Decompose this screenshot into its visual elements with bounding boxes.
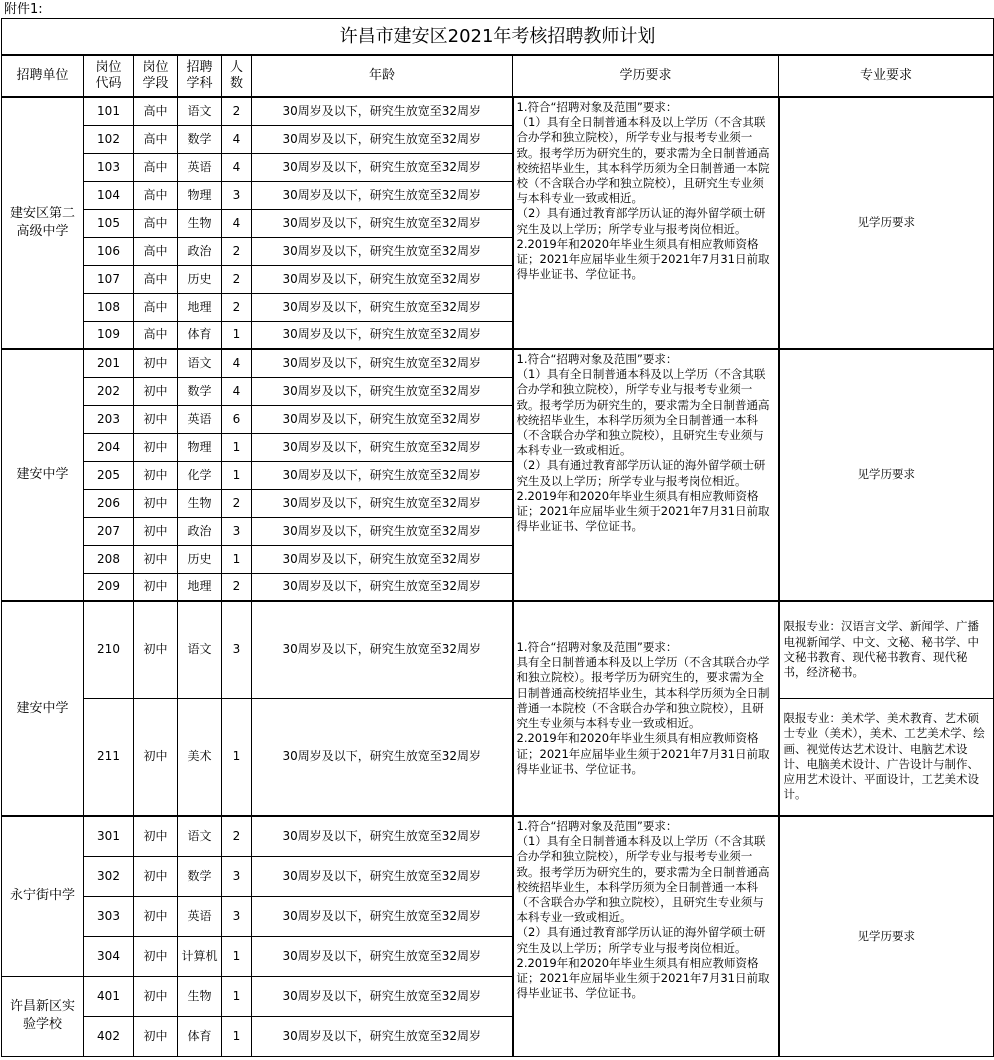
age-cell: 30周岁及以下，研究生放宽至32周岁 xyxy=(252,237,513,265)
code-cell: 210 xyxy=(84,601,134,698)
stage-cell: 初中 xyxy=(134,601,178,698)
age-cell: 30周岁及以下，研究生放宽至32周岁 xyxy=(252,181,513,209)
count-cell: 4 xyxy=(222,153,252,181)
stage-cell: 初中 xyxy=(134,405,178,433)
table-row xyxy=(2,601,994,698)
header-subject: 招聘 学科 xyxy=(178,55,222,97)
stage-cell: 初中 xyxy=(134,976,178,1016)
stage-cell: 高中 xyxy=(134,209,178,237)
count-cell: 3 xyxy=(222,181,252,209)
count-cell: 2 xyxy=(222,97,252,125)
subject-cell: 地理 xyxy=(178,573,222,601)
code-cell: 211 xyxy=(84,698,134,816)
code-cell: 202 xyxy=(84,377,134,405)
count-cell: 1 xyxy=(222,433,252,461)
code-cell: 401 xyxy=(84,976,134,1016)
stage-cell: 初中 xyxy=(134,545,178,573)
code-cell: 101 xyxy=(84,97,134,125)
subject-cell: 英语 xyxy=(178,896,222,936)
subject-cell: 体育 xyxy=(178,321,222,349)
age-cell: 30周岁及以下，研究生放宽至32周岁 xyxy=(252,545,513,573)
stage-cell: 高中 xyxy=(134,293,178,321)
age-cell: 30周岁及以下，研究生放宽至32周岁 xyxy=(252,293,513,321)
code-cell: 203 xyxy=(84,405,134,433)
count-cell: 2 xyxy=(222,489,252,517)
subject-cell: 生物 xyxy=(178,489,222,517)
count-cell: 2 xyxy=(222,816,252,856)
count-cell: 2 xyxy=(222,237,252,265)
stage-cell: 高中 xyxy=(134,97,178,125)
subject-cell: 语文 xyxy=(178,816,222,856)
count-cell: 4 xyxy=(222,349,252,377)
age-cell: 30周岁及以下，研究生放宽至32周岁 xyxy=(252,698,513,816)
major-requirement: 见学历要求 xyxy=(779,349,994,601)
count-cell: 1 xyxy=(222,976,252,1016)
count-cell: 3 xyxy=(222,896,252,936)
subject-cell: 政治 xyxy=(178,237,222,265)
age-cell: 30周岁及以下，研究生放宽至32周岁 xyxy=(252,125,513,153)
code-cell: 208 xyxy=(84,545,134,573)
code-cell: 109 xyxy=(84,321,134,349)
subject-cell: 语文 xyxy=(178,601,222,698)
age-cell: 30周岁及以下，研究生放宽至32周岁 xyxy=(252,856,513,896)
header-count: 人 数 xyxy=(222,55,252,97)
table-row xyxy=(2,816,994,856)
code-cell: 207 xyxy=(84,517,134,545)
stage-cell: 初中 xyxy=(134,816,178,856)
count-cell: 3 xyxy=(222,856,252,896)
count-cell: 6 xyxy=(222,405,252,433)
age-cell: 30周岁及以下，研究生放宽至32周岁 xyxy=(252,461,513,489)
code-cell: 206 xyxy=(84,489,134,517)
subject-cell: 数学 xyxy=(178,377,222,405)
code-cell: 107 xyxy=(84,265,134,293)
subject-cell: 化学 xyxy=(178,461,222,489)
subject-cell: 计算机 xyxy=(178,936,222,976)
header-unit: 招聘单位 xyxy=(2,55,84,97)
major-restriction: 限报专业：美术学、美术教育、艺术硕士专业（美术），美术、工艺美术学、绘画、视觉传达艺术设计、电脑艺术设计、电脑美术设计、广告设计与制作、应用艺术设计、平面设计，工艺美术设计。 xyxy=(779,698,994,816)
education-requirement: 1.符合“招聘对象及范围”要求： （1）具有全日制普通本科及以上学历（不含其联合办学和独立院校），所学专业与报考专业须一致。报考学历为研究生的，要求需为全日制普通高校统招毕业生，其本科学历须为全日制普通一本院校（不含联合办学和独立院校），且研究生专业须与本科专业一致或相近。 （2）具有通过教育部学历认证的海外留学硕士研究生及以上学历；所学专业与报考岗位相近。 2.2019年和2020年毕业生须具有相应教师资格证；2021年应届毕业生须于2021年7月31日前取得毕业证书、学位证书。 xyxy=(513,97,779,349)
unit-cell-jianan-no2-high: 建安区第二 高级中学 xyxy=(2,97,84,349)
stage-cell: 高中 xyxy=(134,321,178,349)
age-cell: 30周岁及以下，研究生放宽至32周岁 xyxy=(252,153,513,181)
code-cell: 303 xyxy=(84,896,134,936)
stage-cell: 初中 xyxy=(134,377,178,405)
age-cell: 30周岁及以下，研究生放宽至32周岁 xyxy=(252,405,513,433)
stage-cell: 初中 xyxy=(134,856,178,896)
header-row xyxy=(2,55,994,97)
age-cell: 30周岁及以下，研究生放宽至32周岁 xyxy=(252,97,513,125)
subject-cell: 生物 xyxy=(178,209,222,237)
count-cell: 1 xyxy=(222,545,252,573)
subject-cell: 语文 xyxy=(178,349,222,377)
code-cell: 104 xyxy=(84,181,134,209)
stage-cell: 初中 xyxy=(134,489,178,517)
count-cell: 1 xyxy=(222,1016,252,1056)
code-cell: 102 xyxy=(84,125,134,153)
header-stage: 岗位 学段 xyxy=(134,55,178,97)
unit-cell-jianan-middle: 建安中学 xyxy=(2,349,84,601)
age-cell: 30周岁及以下，研究生放宽至32周岁 xyxy=(252,936,513,976)
age-cell: 30周岁及以下，研究生放宽至32周岁 xyxy=(252,377,513,405)
count-cell: 2 xyxy=(222,293,252,321)
count-cell: 1 xyxy=(222,321,252,349)
stage-cell: 初中 xyxy=(134,517,178,545)
subject-cell: 物理 xyxy=(178,181,222,209)
education-requirement: 1.符合“招聘对象及范围”要求： （1）具有全日制普通本科及以上学历（不含其联合办学和独立院校），所学专业与报考专业须一致。报考学历为研究生的，要求需为全日制普通高校统招毕业生，本科学历须为全日制普通一本科（不含联合办学和独立院校），且研究生专业须与本科专业一致或相近。 （2）具有通过教育部学历认证的海外留学硕士研究生及以上学历；所学专业与报考岗位相近。 2.2019年和2020年毕业生须具有相应教师资格证；2021年应届毕业生须于2021年7月31日前取得毕业证书、学位证书。 xyxy=(513,349,779,601)
count-cell: 1 xyxy=(222,698,252,816)
unit-cell-yongning-street: 永宁街中学 xyxy=(2,816,84,976)
subject-cell: 体育 xyxy=(178,1016,222,1056)
header-education: 学历要求 xyxy=(513,55,779,97)
age-cell: 30周岁及以下，研究生放宽至32周岁 xyxy=(252,517,513,545)
code-cell: 103 xyxy=(84,153,134,181)
header-major: 专业要求 xyxy=(779,55,994,97)
age-cell: 30周岁及以下，研究生放宽至32周岁 xyxy=(252,1016,513,1056)
subject-cell: 地理 xyxy=(178,293,222,321)
subject-cell: 历史 xyxy=(178,545,222,573)
count-cell: 2 xyxy=(222,573,252,601)
stage-cell: 高中 xyxy=(134,153,178,181)
stage-cell: 初中 xyxy=(134,433,178,461)
table-row xyxy=(2,698,994,816)
stage-cell: 高中 xyxy=(134,181,178,209)
age-cell: 30周岁及以下，研究生放宽至32周岁 xyxy=(252,209,513,237)
attachment-label: 附件1: xyxy=(4,2,43,17)
age-cell: 30周岁及以下，研究生放宽至32周岁 xyxy=(252,573,513,601)
code-cell: 105 xyxy=(84,209,134,237)
unit-cell-jianan-middle-restricted: 建安中学 xyxy=(2,601,84,816)
code-cell: 209 xyxy=(84,573,134,601)
education-requirement: 1.符合“招聘对象及范围”要求： （1）具有全日制普通本科及以上学历（不含其联合办学和独立院校），所学专业与报考专业须一致。报考学历为研究生的，要求需为全日制普通高校统招毕业生，本科学历须为全日制普通一本科（不含联合办学和独立院校），且研究生专业须与本科专业一致或相近。 （2）具有通过教育部学历认证的海外留学硕士研究生及以上学历；所学专业与报考岗位相近。 2.2019年和2020年毕业生须具有相应教师资格证；2021年应届毕业生须于2021年7月31日前取得毕业证书、学位证书。 xyxy=(513,816,779,1056)
stage-cell: 高中 xyxy=(134,265,178,293)
code-cell: 302 xyxy=(84,856,134,896)
page-title: 许昌市建安区2021年考核招聘教师计划 xyxy=(2,19,994,56)
code-cell: 201 xyxy=(84,349,134,377)
table-row xyxy=(2,349,994,377)
subject-cell: 数学 xyxy=(178,856,222,896)
subject-cell: 数学 xyxy=(178,125,222,153)
major-requirement: 见学历要求 xyxy=(779,816,994,1056)
stage-cell: 初中 xyxy=(134,936,178,976)
code-cell: 204 xyxy=(84,433,134,461)
major-restriction: 限报专业：汉语言文学、新闻学、广播电视新闻学、中文、文秘、秘书学、中文秘书教育、现代秘书教育、现代秘书，经济秘书。 xyxy=(779,601,994,698)
table-row xyxy=(2,97,994,125)
subject-cell: 语文 xyxy=(178,97,222,125)
stage-cell: 初中 xyxy=(134,896,178,936)
count-cell: 4 xyxy=(222,377,252,405)
age-cell: 30周岁及以下，研究生放宽至32周岁 xyxy=(252,433,513,461)
count-cell: 1 xyxy=(222,936,252,976)
stage-cell: 初中 xyxy=(134,698,178,816)
unit-cell-xuchang-new-district: 许昌新区实 验学校 xyxy=(2,976,84,1056)
code-cell: 106 xyxy=(84,237,134,265)
count-cell: 4 xyxy=(222,209,252,237)
age-cell: 30周岁及以下，研究生放宽至32周岁 xyxy=(252,349,513,377)
age-cell: 30周岁及以下，研究生放宽至32周岁 xyxy=(252,265,513,293)
education-requirement: 1.符合“招聘对象及范围”要求： 具有全日制普通本科及以上学历（不含其联合办学和独立院校）。报考学历为研究生的，要求需为全日制普通高校统招毕业生，其本科学历须为全日制普通一本院校（不含联合办学和独立院校），且研究生专业须与本科专业一致或相近。 2.2019年和2020年毕业生须具有相应教师资格证；2021年应届毕业生须于2021年7月31日前取得毕业证书、学位证书。 xyxy=(513,601,779,816)
subject-cell: 政治 xyxy=(178,517,222,545)
age-cell: 30周岁及以下，研究生放宽至32周岁 xyxy=(252,816,513,856)
major-requirement: 见学历要求 xyxy=(779,97,994,349)
age-cell: 30周岁及以下，研究生放宽至32周岁 xyxy=(252,321,513,349)
count-cell: 2 xyxy=(222,265,252,293)
age-cell: 30周岁及以下，研究生放宽至32周岁 xyxy=(252,489,513,517)
header-code: 岗位 代码 xyxy=(84,55,134,97)
stage-cell: 高中 xyxy=(134,125,178,153)
code-cell: 205 xyxy=(84,461,134,489)
stage-cell: 高中 xyxy=(134,237,178,265)
count-cell: 4 xyxy=(222,125,252,153)
code-cell: 108 xyxy=(84,293,134,321)
stage-cell: 初中 xyxy=(134,349,178,377)
subject-cell: 美术 xyxy=(178,698,222,816)
age-cell: 30周岁及以下，研究生放宽至32周岁 xyxy=(252,601,513,698)
subject-cell: 物理 xyxy=(178,433,222,461)
subject-cell: 英语 xyxy=(178,405,222,433)
count-cell: 3 xyxy=(222,517,252,545)
header-age: 年龄 xyxy=(252,55,513,97)
subject-cell: 历史 xyxy=(178,265,222,293)
subject-cell: 生物 xyxy=(178,976,222,1016)
age-cell: 30周岁及以下，研究生放宽至32周岁 xyxy=(252,896,513,936)
code-cell: 301 xyxy=(84,816,134,856)
subject-cell: 英语 xyxy=(178,153,222,181)
recruitment-plan-table xyxy=(1,18,994,1057)
stage-cell: 初中 xyxy=(134,461,178,489)
count-cell: 3 xyxy=(222,601,252,698)
stage-cell: 初中 xyxy=(134,573,178,601)
code-cell: 402 xyxy=(84,1016,134,1056)
count-cell: 1 xyxy=(222,461,252,489)
stage-cell: 初中 xyxy=(134,1016,178,1056)
code-cell: 304 xyxy=(84,936,134,976)
age-cell: 30周岁及以下，研究生放宽至32周岁 xyxy=(252,976,513,1016)
